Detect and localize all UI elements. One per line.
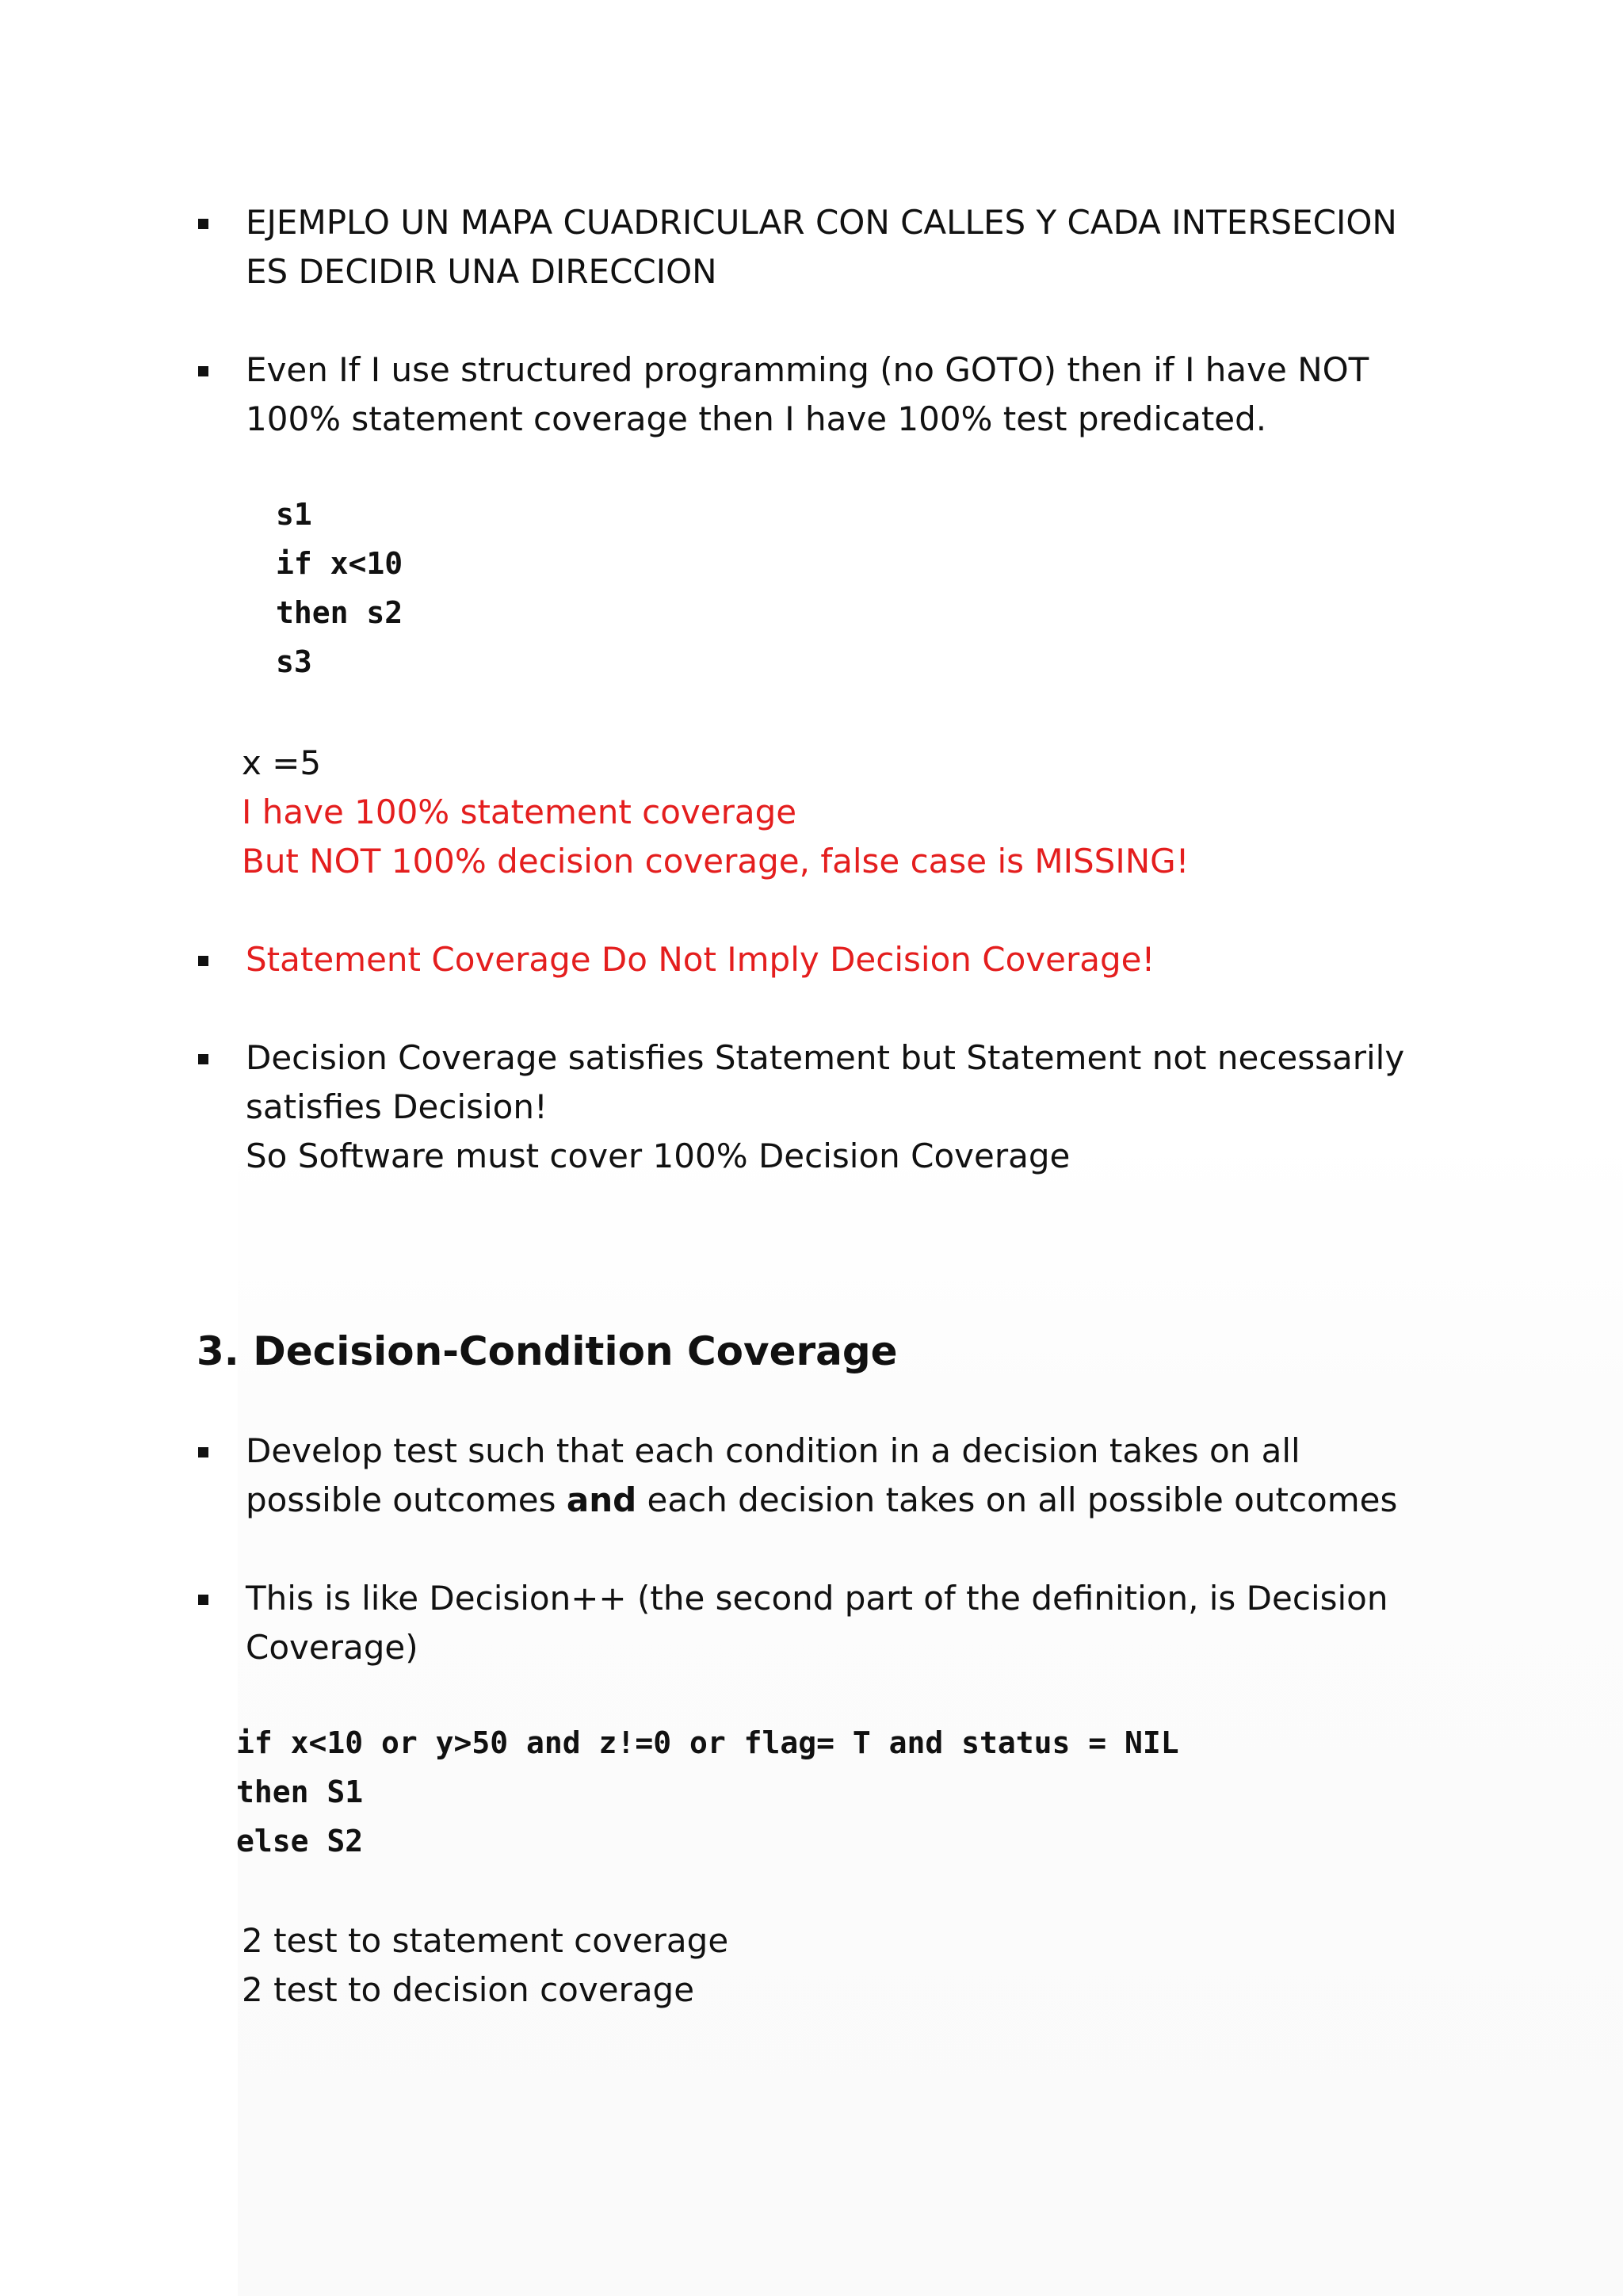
bullet-marker [198, 956, 208, 966]
bullet-marker [198, 219, 208, 229]
bullet-5-text-pre: possible outcomes [246, 1480, 567, 1519]
bullet-5-bold-and: and [566, 1480, 637, 1519]
bullet-marker [198, 1595, 208, 1605]
bullet-4-line-3: So Software must cover 100% Decision Coverage [246, 1137, 1071, 1175]
code-line: if x<10 [276, 546, 403, 581]
bullet-marker [198, 1054, 208, 1064]
example-assignment: x =5 [242, 743, 322, 782]
code-line: if x<10 or y>50 and z!=0 or flag= T and status = NIL [236, 1725, 1179, 1760]
background-shade [238, 1133, 1623, 2296]
note-line: 2 test to statement coverage [242, 1921, 729, 1960]
bullet-2-line-1: Even If I use structured programming (no GOTO) then if I have NOT [246, 350, 1369, 389]
bullet-1-line-2: ES DECIDIR UNA DIRECCION [246, 252, 717, 291]
bullet-5-line-1: Develop test such that each condition in a decision takes on all [246, 1431, 1300, 1470]
code-line: then s2 [276, 595, 403, 630]
bullet-4-line-2: satisfies Decision! [246, 1087, 548, 1126]
code-line: else S2 [236, 1824, 364, 1859]
code-line: then S1 [236, 1775, 364, 1809]
bullet-4-line-1: Decision Coverage satisfies Statement but Statement not necessarily [246, 1038, 1405, 1077]
section-heading: 3. Decision-Condition Coverage [197, 1328, 898, 1374]
bullet-5-line-2 [246, 1476, 1397, 1525]
bullet-marker [198, 1447, 208, 1457]
bullet-1-line-1: EJEMPLO UN MAPA CUADRICULAR CON CALLES Y CADA INTERSECION [246, 203, 1397, 242]
example-red-line-1: I have 100% statement coverage [242, 793, 797, 831]
bullet-3-line-1: Statement Coverage Do Not Imply Decision Coverage! [246, 940, 1155, 979]
bullet-2-line-2: 100% statement coverage then I have 100% test predicated. [246, 399, 1267, 438]
bullet-6-line-2: Coverage) [246, 1628, 418, 1667]
bullet-marker [198, 366, 208, 376]
example-red-line-2: But NOT 100% decision coverage, false case is MISSING! [242, 842, 1190, 881]
bullet-6-line-1: This is like Decision++ (the second part of the definition, is Decision [246, 1579, 1388, 1618]
bullet-5-text-post: each decision takes on all possible outcomes [636, 1480, 1398, 1519]
code-line: s3 [276, 644, 312, 679]
code-line: s1 [276, 497, 312, 532]
note-line: 2 test to decision coverage [242, 1970, 695, 2009]
